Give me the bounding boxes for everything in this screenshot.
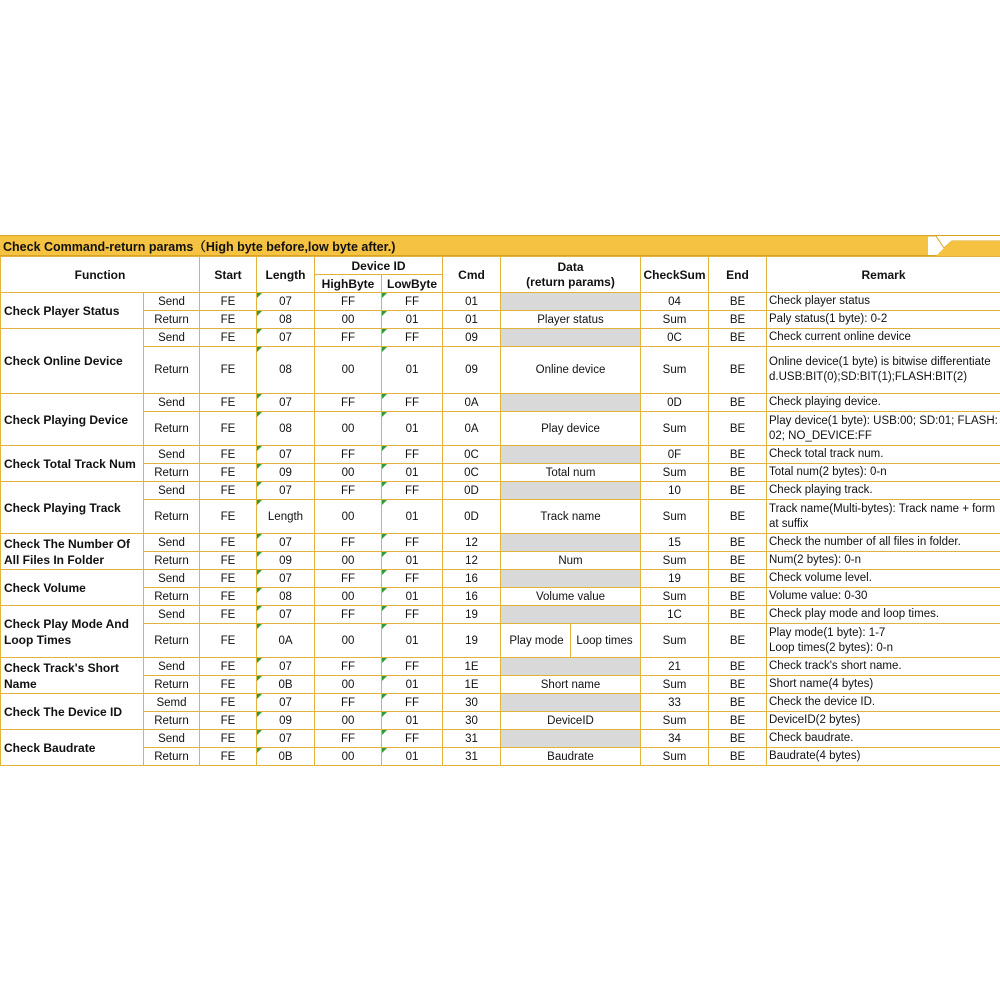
remark-cell: Check playing device. (767, 394, 1000, 412)
checksum-cell: 34 (641, 730, 709, 748)
remark-cell: Track name(Multi-bytes): Track name + format suffix (767, 500, 1000, 534)
low-cell: 01 (382, 552, 443, 570)
data-cell-empty (501, 329, 641, 347)
direction-cell: Return (144, 748, 200, 766)
cmd-cell: 1E (443, 658, 501, 676)
checksum-cell: Sum (641, 676, 709, 694)
high-cell: 00 (315, 464, 382, 482)
table-title: Check Command-return params（High byte before,low byte after.) (3, 240, 396, 254)
direction-cell: Return (144, 676, 200, 694)
low-cell: 01 (382, 412, 443, 446)
end-cell: BE (709, 293, 767, 311)
length-cell: 07 (257, 658, 315, 676)
length-cell: 08 (257, 311, 315, 329)
table-body (1, 293, 1000, 766)
start-cell: FE (200, 552, 257, 570)
end-cell: BE (709, 570, 767, 588)
high-cell: 00 (315, 588, 382, 606)
high-cell: 00 (315, 412, 382, 446)
start-cell: FE (200, 412, 257, 446)
header-start: Start (200, 257, 257, 293)
low-cell: FF (382, 694, 443, 712)
cmd-cell: 30 (443, 694, 501, 712)
remark-cell: Check current online device (767, 329, 1000, 347)
data-cell-empty (501, 606, 641, 624)
end-cell: BE (709, 606, 767, 624)
start-cell: FE (200, 694, 257, 712)
header-device-id: Device ID (315, 257, 443, 275)
low-cell: FF (382, 606, 443, 624)
low-cell: FF (382, 482, 443, 500)
low-cell: 01 (382, 676, 443, 694)
header-end: End (709, 257, 767, 293)
direction-cell: Send (144, 658, 200, 676)
high-cell: 00 (315, 676, 382, 694)
end-cell: BE (709, 534, 767, 552)
end-cell: BE (709, 329, 767, 347)
high-cell: 00 (315, 347, 382, 394)
table-row (1, 311, 1000, 329)
checksum-cell: Sum (641, 748, 709, 766)
low-cell: FF (382, 534, 443, 552)
function-name: Check Volume (1, 570, 144, 606)
data-cell-part: Loop times (570, 624, 638, 657)
high-cell: 00 (315, 311, 382, 329)
function-name: Check Baudrate (1, 730, 144, 766)
header-remark: Remark (767, 257, 1000, 293)
high-cell: FF (315, 482, 382, 500)
length-cell: 07 (257, 446, 315, 464)
data-cell: Short name (501, 676, 641, 694)
length-cell: 08 (257, 347, 315, 394)
table-title-bar (0, 235, 1000, 256)
length-cell: 07 (257, 606, 315, 624)
data-cell: Total num (501, 464, 641, 482)
data-cell-empty (501, 694, 641, 712)
direction-cell: Send (144, 394, 200, 412)
end-cell: BE (709, 412, 767, 446)
command-table-sheet (0, 235, 1000, 766)
direction-cell: Return (144, 552, 200, 570)
cmd-cell: 19 (443, 606, 501, 624)
end-cell: BE (709, 311, 767, 329)
data-cell: Track name (501, 500, 641, 534)
start-cell: FE (200, 329, 257, 347)
checksum-cell: 0F (641, 446, 709, 464)
start-cell: FE (200, 748, 257, 766)
cmd-cell: 0C (443, 446, 501, 464)
low-cell: FF (382, 446, 443, 464)
low-cell: 01 (382, 712, 443, 730)
remark-cell: Paly status(1 byte): 0-2 (767, 311, 1000, 329)
function-name: Check The Device ID (1, 694, 144, 730)
remark-cell: Check playing track. (767, 482, 1000, 500)
remark-cell: Check baudrate. (767, 730, 1000, 748)
high-cell: FF (315, 658, 382, 676)
low-cell: 01 (382, 311, 443, 329)
function-name: Check Total Track Num (1, 446, 144, 482)
data-cell-empty (501, 730, 641, 748)
checksum-cell: 0D (641, 394, 709, 412)
remark-cell: Check player status (767, 293, 1000, 311)
start-cell: FE (200, 712, 257, 730)
remark-cell: Num(2 bytes): 0-n (767, 552, 1000, 570)
table-row (1, 606, 1000, 624)
header-low-byte: LowByte (382, 275, 443, 293)
remark-cell: Check volume level. (767, 570, 1000, 588)
checksum-cell: Sum (641, 624, 709, 658)
end-cell: BE (709, 464, 767, 482)
direction-cell: Return (144, 624, 200, 658)
data-cell: DeviceID (501, 712, 641, 730)
start-cell: FE (200, 347, 257, 394)
checksum-cell: Sum (641, 464, 709, 482)
cmd-cell: 09 (443, 347, 501, 394)
data-cell-empty (501, 394, 641, 412)
function-name: Check Playing Track (1, 482, 144, 534)
table-row (1, 293, 1000, 311)
checksum-cell: 15 (641, 534, 709, 552)
start-cell: FE (200, 394, 257, 412)
start-cell: FE (200, 676, 257, 694)
checksum-cell: 0C (641, 329, 709, 347)
cmd-cell: 0D (443, 482, 501, 500)
low-cell: 01 (382, 624, 443, 658)
high-cell: FF (315, 329, 382, 347)
length-cell: 07 (257, 534, 315, 552)
direction-cell: Return (144, 500, 200, 534)
start-cell: FE (200, 500, 257, 534)
start-cell: FE (200, 482, 257, 500)
table-row (1, 412, 1000, 446)
cmd-cell: 19 (443, 624, 501, 658)
high-cell: FF (315, 534, 382, 552)
table-row (1, 500, 1000, 534)
data-cell: Num (501, 552, 641, 570)
high-cell: 00 (315, 624, 382, 658)
end-cell: BE (709, 552, 767, 570)
low-cell: FF (382, 570, 443, 588)
low-cell: 01 (382, 464, 443, 482)
low-cell: FF (382, 329, 443, 347)
checksum-cell: Sum (641, 712, 709, 730)
direction-cell: Send (144, 606, 200, 624)
checksum-cell: 33 (641, 694, 709, 712)
high-cell: 00 (315, 500, 382, 534)
start-cell: FE (200, 570, 257, 588)
data-cell-empty (501, 534, 641, 552)
data-cell: Online device (501, 347, 641, 394)
low-cell: FF (382, 658, 443, 676)
length-cell: 09 (257, 552, 315, 570)
length-cell: 07 (257, 694, 315, 712)
cmd-cell: 01 (443, 293, 501, 311)
end-cell: BE (709, 624, 767, 658)
checksum-cell: Sum (641, 588, 709, 606)
checksum-cell: Sum (641, 347, 709, 394)
cmd-cell: 0D (443, 500, 501, 534)
end-cell: BE (709, 676, 767, 694)
data-cell: Baudrate (501, 748, 641, 766)
low-cell: FF (382, 394, 443, 412)
high-cell: FF (315, 606, 382, 624)
table-row (1, 588, 1000, 606)
remark-cell: Check play mode and loop times. (767, 606, 1000, 624)
cmd-cell: 0C (443, 464, 501, 482)
length-cell: 0B (257, 676, 315, 694)
remark-cell: Check track's short name. (767, 658, 1000, 676)
checksum-cell: 19 (641, 570, 709, 588)
checksum-cell: 04 (641, 293, 709, 311)
header-length: Length (257, 257, 315, 293)
high-cell: 00 (315, 712, 382, 730)
high-cell: 00 (315, 748, 382, 766)
start-cell: FE (200, 464, 257, 482)
table-row (1, 329, 1000, 347)
checksum-cell: 10 (641, 482, 709, 500)
direction-cell: Semd (144, 694, 200, 712)
function-name: Check The Number Of All Files In Folder (1, 534, 144, 570)
length-cell: 09 (257, 712, 315, 730)
checksum-cell: Sum (641, 311, 709, 329)
table-row (1, 624, 1000, 658)
remark-cell: DeviceID(2 bytes) (767, 712, 1000, 730)
cmd-cell: 16 (443, 570, 501, 588)
cmd-cell: 09 (443, 329, 501, 347)
cmd-cell: 0A (443, 412, 501, 446)
table-row (1, 694, 1000, 712)
low-cell: 01 (382, 588, 443, 606)
high-cell: 00 (315, 552, 382, 570)
table-row (1, 446, 1000, 464)
high-cell: FF (315, 694, 382, 712)
checksum-cell: 1C (641, 606, 709, 624)
end-cell: BE (709, 712, 767, 730)
length-cell: 07 (257, 570, 315, 588)
table-row (1, 347, 1000, 394)
end-cell: BE (709, 394, 767, 412)
table-row (1, 712, 1000, 730)
length-cell: 07 (257, 730, 315, 748)
end-cell: BE (709, 347, 767, 394)
end-cell: BE (709, 658, 767, 676)
start-cell: FE (200, 446, 257, 464)
data-cell-empty (501, 293, 641, 311)
length-cell: 07 (257, 482, 315, 500)
checksum-cell: Sum (641, 500, 709, 534)
data-cell-empty (501, 658, 641, 676)
header-checksum: CheckSum (641, 257, 709, 293)
cmd-cell: 31 (443, 748, 501, 766)
direction-cell: Send (144, 482, 200, 500)
length-cell: 08 (257, 588, 315, 606)
direction-cell: Send (144, 534, 200, 552)
data-cell: Play device (501, 412, 641, 446)
cmd-cell: 16 (443, 588, 501, 606)
length-cell: 0A (257, 624, 315, 658)
length-cell: 07 (257, 394, 315, 412)
remark-cell: Baudrate(4 bytes) (767, 748, 1000, 766)
cmd-cell: 12 (443, 534, 501, 552)
table-row (1, 570, 1000, 588)
data-cell: Player status (501, 311, 641, 329)
length-cell: 09 (257, 464, 315, 482)
high-cell: FF (315, 293, 382, 311)
table-row (1, 730, 1000, 748)
command-table (0, 256, 1000, 766)
low-cell: 01 (382, 500, 443, 534)
cmd-cell: 1E (443, 676, 501, 694)
high-cell: FF (315, 446, 382, 464)
start-cell: FE (200, 606, 257, 624)
direction-cell: Return (144, 347, 200, 394)
length-cell: 07 (257, 329, 315, 347)
cmd-cell: 31 (443, 730, 501, 748)
data-cell-empty (501, 570, 641, 588)
length-cell: 0B (257, 748, 315, 766)
function-name: Check Online Device (1, 329, 144, 394)
cmd-cell: 01 (443, 311, 501, 329)
remark-cell: Short name(4 bytes) (767, 676, 1000, 694)
checksum-cell: 21 (641, 658, 709, 676)
data-cell-part: Play mode (509, 634, 564, 647)
remark-cell: Check total track num. (767, 446, 1000, 464)
header-high-byte: HighByte (315, 275, 382, 293)
checksum-cell: Sum (641, 552, 709, 570)
end-cell: BE (709, 730, 767, 748)
start-cell: FE (200, 658, 257, 676)
low-cell: FF (382, 293, 443, 311)
data-cell-split (501, 624, 641, 658)
end-cell: BE (709, 694, 767, 712)
checksum-cell: Sum (641, 412, 709, 446)
header-data: Data (return params) (501, 257, 641, 293)
end-cell: BE (709, 482, 767, 500)
length-cell: 07 (257, 293, 315, 311)
direction-cell: Send (144, 329, 200, 347)
remark-cell: Play device(1 byte): USB:00; SD:01; FLASH:02; NO_DEVICE:FF (767, 412, 1000, 446)
table-row (1, 676, 1000, 694)
remark-cell: Check the number of all files in folder. (767, 534, 1000, 552)
table-row (1, 748, 1000, 766)
start-cell: FE (200, 730, 257, 748)
cmd-cell: 12 (443, 552, 501, 570)
direction-cell: Send (144, 446, 200, 464)
remark-cell: Play mode(1 byte): 1-7 Loop times(2 bytes): 0-n (767, 624, 1000, 658)
low-cell: FF (382, 730, 443, 748)
start-cell: FE (200, 293, 257, 311)
end-cell: BE (709, 500, 767, 534)
direction-cell: Return (144, 712, 200, 730)
function-name: Check Play Mode And Loop Times (1, 606, 144, 658)
low-cell: 01 (382, 748, 443, 766)
table-row (1, 482, 1000, 500)
high-cell: FF (315, 394, 382, 412)
low-cell: 01 (382, 347, 443, 394)
data-cell: Volume value (501, 588, 641, 606)
start-cell: FE (200, 534, 257, 552)
start-cell: FE (200, 624, 257, 658)
table-row (1, 394, 1000, 412)
remark-cell: Total num(2 bytes): 0-n (767, 464, 1000, 482)
table-row (1, 658, 1000, 676)
direction-cell: Return (144, 412, 200, 446)
table-row (1, 534, 1000, 552)
data-cell-empty (501, 446, 641, 464)
cmd-cell: 30 (443, 712, 501, 730)
direction-cell: Send (144, 293, 200, 311)
header-function: Function (1, 257, 200, 293)
function-name: Check Track's Short Name (1, 658, 144, 694)
remark-cell: Volume value: 0-30 (767, 588, 1000, 606)
high-cell: FF (315, 730, 382, 748)
function-name: Check Player Status (1, 293, 144, 329)
length-cell: Length (257, 500, 315, 534)
direction-cell: Send (144, 730, 200, 748)
direction-cell: Return (144, 588, 200, 606)
direction-cell: Return (144, 464, 200, 482)
header-cmd: Cmd (443, 257, 501, 293)
table-row (1, 552, 1000, 570)
start-cell: FE (200, 311, 257, 329)
data-cell-empty (501, 482, 641, 500)
start-cell: FE (200, 588, 257, 606)
cmd-cell: 0A (443, 394, 501, 412)
remark-cell: Online device(1 byte) is bitwise differentiated.USB:BIT(0);SD:BIT(1);FLASH:BIT(2) (767, 347, 1000, 394)
title-bar-notch-outline (928, 236, 1000, 256)
high-cell: FF (315, 570, 382, 588)
table-row (1, 464, 1000, 482)
direction-cell: Send (144, 570, 200, 588)
end-cell: BE (709, 588, 767, 606)
remark-cell: Check the device ID. (767, 694, 1000, 712)
direction-cell: Return (144, 311, 200, 329)
length-cell: 08 (257, 412, 315, 446)
function-name: Check Playing Device (1, 394, 144, 446)
end-cell: BE (709, 748, 767, 766)
end-cell: BE (709, 446, 767, 464)
